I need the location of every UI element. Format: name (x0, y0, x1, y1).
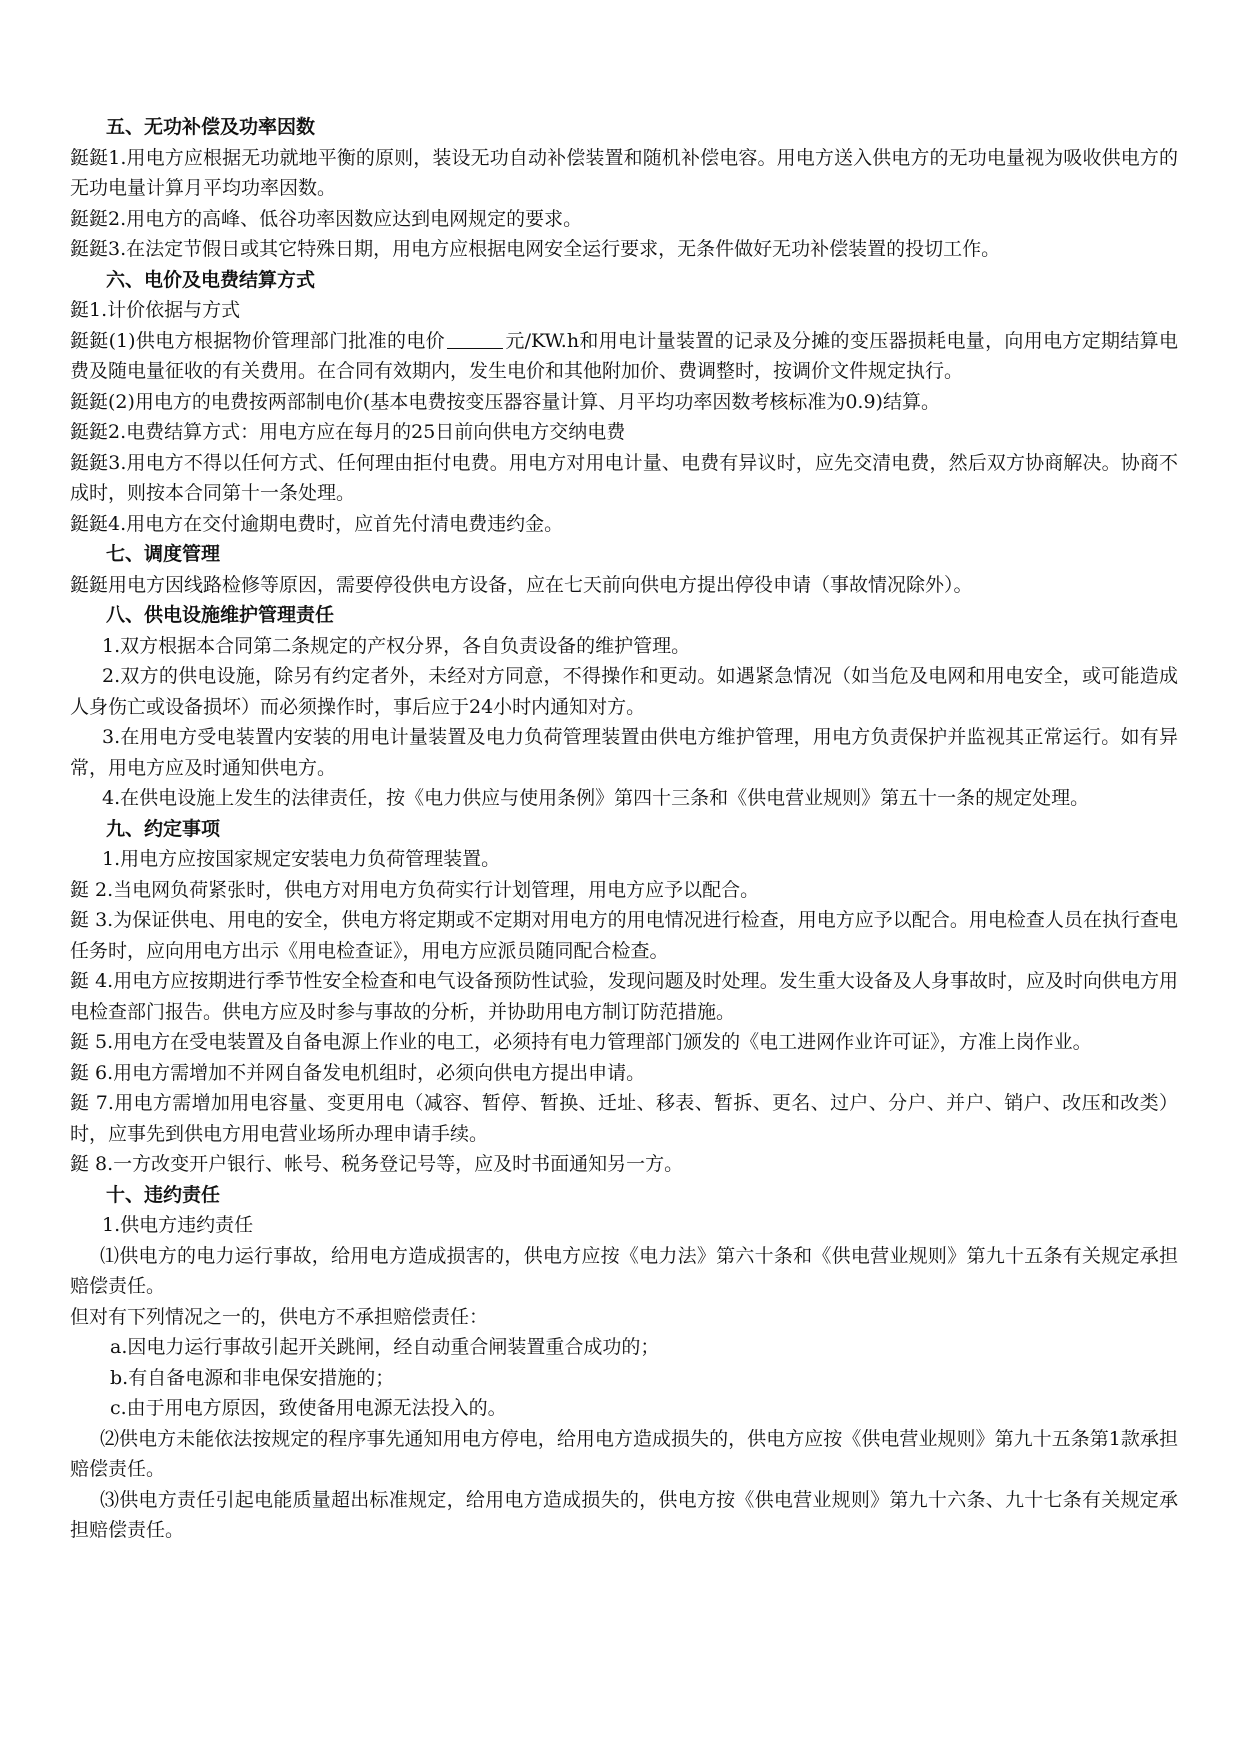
paragraph (70, 783, 1178, 814)
paragraph: 鋌 2.当电网负荷紧张时，供电方对用电方负荷实行计划管理，用电方应予以配合。 (70, 878, 760, 901)
paragraph: 1.双方根据本合同第二条规定的产权分界，各自负责设备的维护管理。 (102, 634, 691, 657)
paragraph (70, 1485, 1178, 1546)
price-blank-field (447, 330, 503, 349)
paragraph-electricity-price (70, 326, 1178, 387)
paragraph: 鋌 6.用电方需增加不并网自备发电机组时，必须向供电方提出申请。 (70, 1061, 646, 1084)
list-item: c.由于用电方原因，致使备用电源无法投入的。 (110, 1397, 507, 1419)
paragraph-text: 元/KW.h和用电计量装置的记录及分摊的变压器损耗电量，向用电方定期结算电费及随电量征收的有关费用。在合同有效期内，发生电价和其他附加价、费调整时，按调价文件规定执行。 (70, 329, 1179, 382)
paragraph-text: ⑵供电方未能依法按规定的程序事先通知用电方停电，给用电方造成损失的，供电方应按《供电营业规则》第九十五条第1款承担赔偿责任。 (70, 1427, 1178, 1480)
paragraph: 鋌 7.用电方需增加用电容量、变更用电（减容、暂停、暂换、迁址、移表、暂拆、更名、过户、分户、并户、销户、改压和改类）时，应事先到供电方用电营业场所办理申请手续。 (70, 1092, 1178, 1145)
paragraph: 1.用电方应按国家规定安装电力负荷管理装置。 (102, 848, 501, 870)
paragraph (70, 722, 1178, 783)
paragraph: 鋌鋌用电方因线路检修等原因，需要停役供电方设备，应在七天前向供电方提出停役申请（事故情况除外）。 (70, 573, 973, 596)
section-heading-10: 十、违约责任 (106, 1183, 221, 1206)
paragraph: 鋌 4.用电方应按期进行季节性安全检查和电气设备预防性试验，发现问题及时处理。发生重大设备及人身事故时，应及时向供电方用电检查部门报告。供电方应及时参与事故的分析，并协助用电方制订防范措施。 (70, 970, 1178, 1023)
paragraph: 鋌鋌(2)用电方的电费按两部制电价(基本电费按变压器容量计算、月平均功率因数考核标准为0.9)结算。 (70, 390, 940, 413)
paragraph: 鋌 3.为保证供电、用电的安全，供电方将定期或不定期对用电方的用电情况进行检查，用电方应予以配合。用电检查人员在执行查电任务时，应向用电方出示《用电检查证》，用电方应派员随同配合检查。 (70, 909, 1178, 962)
section-heading-6: 六、电价及电费结算方式 (106, 268, 316, 291)
paragraph: 鋌鋌2.用电方的高峰、低谷功率因数应达到电网规定的要求。 (70, 207, 583, 230)
paragraph: 鋌 5.用电方在受电装置及自备电源上作业的电工，必须持有电力管理部门颁发的《电工进网作业许可证》，方准上岗作业。 (70, 1031, 1092, 1053)
paragraph: 但对有下列情况之一的，供电方不承担赔偿责任： (70, 1305, 489, 1328)
paragraph-text: 4.在供电设施上发生的法律责任，按《电力供应与使用条例》第四十三条和《供电营业规则》第五十一条的规定处理。 (102, 787, 1090, 809)
section-heading-9: 九、约定事项 (106, 817, 221, 840)
paragraph: 鋌鋌3.在法定节假日或其它特殊日期，用电方应根据电网安全运行要求，无条件做好无功补偿装置的投切工作。 (70, 238, 1001, 260)
section-heading-5: 五、无功补偿及功率因数 (106, 116, 316, 138)
section-heading-7: 七、调度管理 (106, 543, 221, 565)
paragraph (70, 661, 1178, 722)
paragraph: 鋌 8.一方改变开户银行、帐号、税务登记号等，应及时书面通知另一方。 (70, 1153, 684, 1175)
paragraph: 鋌1.计价依据与方式 (70, 299, 241, 321)
paragraph-text: 3.在用电方受电装置内安装的用电计量装置及电力负荷管理装置由供电方维护管理，用电方负责保护并监视其正常运行。如有异常，用电方应及时通知供电方。 (70, 726, 1178, 779)
paragraph-text: 鋌鋌(1)供电方根据物价管理部门批准的电价 (70, 329, 446, 352)
list-item: a.因电力运行事故引起开关跳闸，经自动重合闸装置重合成功的； (110, 1336, 660, 1358)
paragraph: 1.供电方违约责任 (102, 1214, 254, 1236)
list-item: b.有自备电源和非电保安措施的； (110, 1366, 395, 1389)
paragraph: 鋌鋌1.用电方应根据无功就地平衡的原则，装设无功自动补偿装置和随机补偿电容。用电方送入供电方的无功电量视为吸收供电方的无功电量计算月平均功率因数。 (70, 146, 1178, 199)
paragraph (70, 1424, 1178, 1485)
document-page (70, 112, 1178, 1546)
paragraph: 鋌鋌2.电费结算方式：用电方应在每月的25日前向供电方交纳电费 (70, 421, 626, 443)
paragraph-text: 2.双方的供电设施，除另有约定者外，未经对方同意，不得操作和更动。如遇紧急情况（如当危及电网和用电安全，或可能造成人身伤亡或设备损坏）而必须操作时，事后应于24小时内通知对方。 (70, 665, 1178, 718)
paragraph-text: ⑶供电方责任引起电能质量超出标准规定，给用电方造成损失的，供电方按《供电营业规则》第九十六条、九十七条有关规定承担赔偿责任。 (70, 1488, 1178, 1541)
paragraph (70, 1241, 1178, 1302)
paragraph: 鋌鋌3.用电方不得以任何方式、任何理由拒付电费。用电方对用电计量、电费有异议时，应先交清电费，然后双方协商解决。协商不成时，则按本合同第十一条处理。 (70, 451, 1178, 504)
paragraph: 鋌鋌4.用电方在交付逾期电费时，应首先付清电费违约金。 (70, 512, 564, 535)
section-heading-8: 八、供电设施维护管理责任 (106, 604, 335, 626)
paragraph-text: ⑴供电方的电力运行事故，给用电方造成损害的，供电方应按《电力法》第六十条和《供电营业规则》第九十五条有关规定承担赔偿责任。 (70, 1244, 1178, 1297)
